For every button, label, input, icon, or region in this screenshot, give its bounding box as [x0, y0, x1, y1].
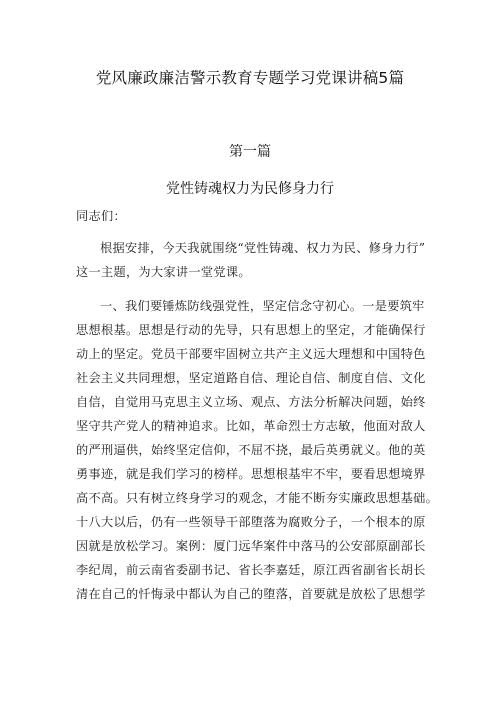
section-subtitle: 党性铸魂权力为民修身力行 — [166, 181, 334, 197]
paragraph-line: 动上的坚定。党员干部要牢固树立共产主义远大理想和中国特色 — [76, 347, 426, 361]
paragraph-line: 因就是放松学习。案例：厦门远华案件中落马的公安部原副部长 — [76, 539, 426, 553]
document-title: 党风廉政廉洁警示教育专题学习党课讲稿5篇 — [95, 69, 405, 87]
paragraph-line: 根据安排，今天我就围绕“党性铸魂、权力为民、修身力行” — [100, 241, 426, 255]
greeting: 同志们： — [76, 209, 126, 223]
paragraph-line: 坚守共产党人的精神追求。比如，革命烈士方志敏，他面对敌人 — [76, 419, 426, 433]
paragraph-line: 这一主题，为大家讲一堂党课。 — [76, 265, 251, 279]
section-heading: 第一篇 — [229, 144, 271, 160]
paragraph-line: 的严刑逼供，始终坚定信仰，不屈不挠，最后英勇就义。他的英 — [76, 443, 426, 457]
paragraph-line: 高不高。只有树立终身学习的观念，才能不断夯实廉政思想基础。 — [76, 491, 439, 505]
paragraph-line: 勇事迹，就是我们学习的榜样。思想根基牢不牢，要看思想境界 — [76, 467, 426, 481]
paragraph-line: 一、我们要锤炼防线强党性，坚定信念守初心。一是要筑牢 — [100, 299, 425, 313]
paragraph-line: 十八大以后，仍有一些领导干部堕落为腐败分子，一个根本的原 — [76, 515, 426, 529]
paragraph-line: 自信，自觉用马克思主义立场、观点、方法分析解决问题，始终 — [76, 395, 426, 409]
paragraph-line: 李纪周，前云南省委副书记、省长李嘉廷，原江西省副省长胡长 — [76, 563, 426, 577]
paragraph-line: 社会主义共同理想，坚定道路自信、理论自信、制度自信、文化 — [76, 371, 426, 385]
paragraph-line: 思想根基。思想是行动的先导，只有思想上的坚定，才能确保行 — [76, 323, 426, 337]
paragraph-line: 清在自己的忏悔录中都认为自己的堕落，首要就是放松了思想学 — [76, 587, 426, 601]
